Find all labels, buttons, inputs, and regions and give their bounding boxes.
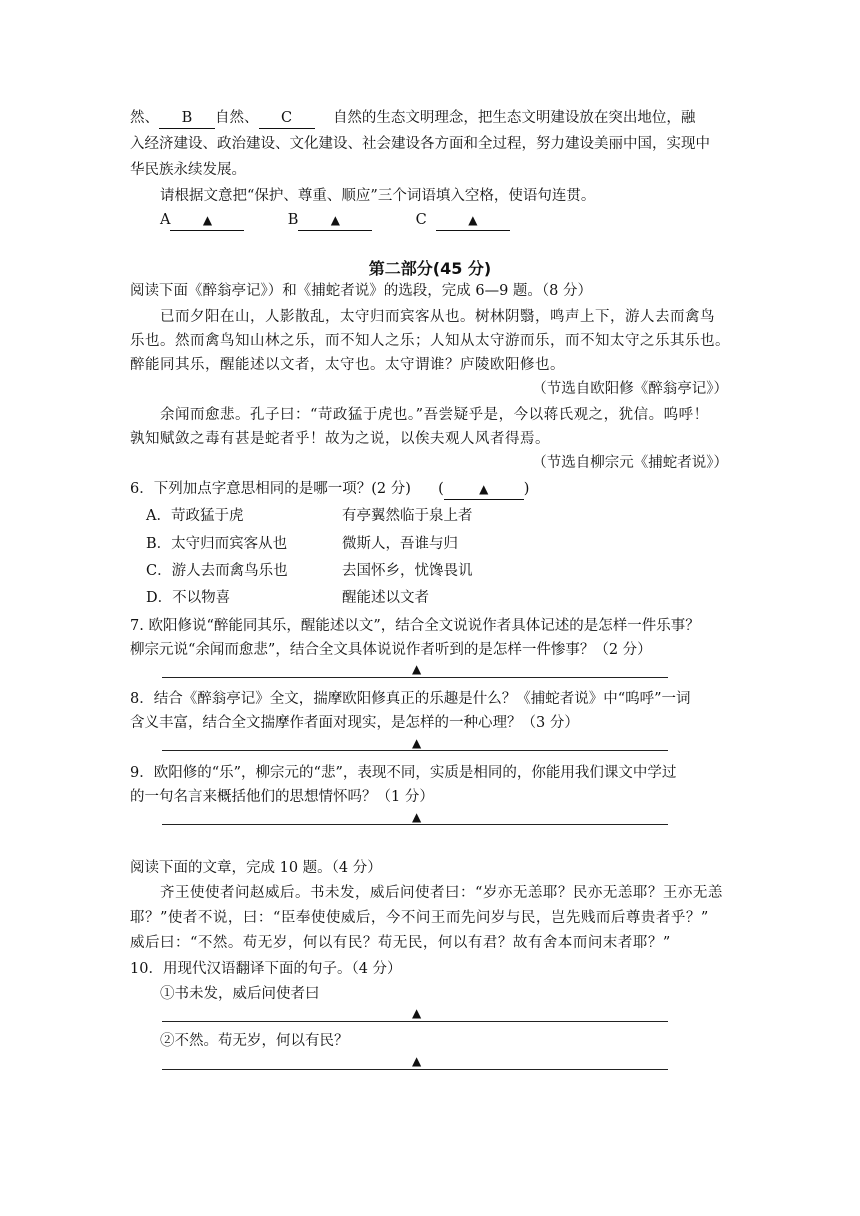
blank-b[interactable]: B [159, 108, 215, 129]
option-d: D．不以物喜 [146, 590, 231, 606]
question-8-answer-mark: ▲ [412, 736, 422, 750]
question-6-stem: 6．下列加点字意思相同的是哪一项？(2 分) [130, 481, 411, 497]
intro-text: 然、 [130, 110, 159, 126]
option-c: C．游人去而禽鸟乐也 [146, 563, 288, 579]
passage1-line: 已而夕阳在山，人影散乱，太守归而宾客从也。树林阴翳，鸣声上下，游人去而禽鸟 [160, 309, 715, 325]
question-9-line-2: 的一句名言来概括他们的思想情怀吗？（1 分） [130, 789, 434, 805]
option-text: A．苛政猛于虎 [146, 508, 244, 524]
intro-line-1 [130, 108, 730, 129]
question-9-answer-mark: ▲ [412, 810, 422, 824]
source-citation: （节选自欧阳修《醉翁亭记》） [532, 381, 728, 397]
question-10-item-1-answer-line[interactable] [162, 1021, 668, 1022]
section-heading: 第二部分(45 分) [368, 259, 492, 278]
question-10-item-1-mark: ▲ [412, 1006, 422, 1020]
paren: ) [523, 481, 530, 497]
answer-blank-c[interactable]: ▲ [436, 210, 510, 231]
option-a-pair: 有亭翼然临于泉上者 [342, 508, 473, 524]
blank-label-a: A [160, 212, 171, 228]
blank-c[interactable]: C [259, 108, 315, 129]
passage3-line: 威后曰：“不然。苟无岁，何以有民？苟无民，何以有君？故有舍本而问末者耶？” [130, 935, 671, 951]
option-b-pair: 微斯人，吾谁与归 [342, 536, 458, 552]
question-10-item-2-answer-line[interactable] [162, 1069, 668, 1070]
passage3-line: 齐王使使者问赵威后。书未发，威后问使者曰：“岁亦无恙耶？民亦无恙耶？王亦无恙 [160, 885, 723, 901]
option-d-pair: 醒能述以文者 [342, 590, 429, 606]
question-8-line-1: 8．结合《醉翁亭记》全文，揣摩欧阳修真正的乐趣是什么？《捕蛇者说》中“呜呼”一词 [130, 691, 691, 707]
option-b: B．太守归而宾客从也 [146, 536, 288, 552]
intro-instruction: 请根据文意把“保护、尊重、顺应”三个词语填入空格，使语句连贯。 [160, 188, 596, 204]
question-10-item-1: ①书未发，威后问使者曰 [160, 986, 320, 1002]
question-7-answer-line[interactable] [162, 677, 668, 678]
question-10-stem: 10．用现代汉语翻译下面的句子。（4 分） [130, 961, 402, 977]
reading2-prompt: 阅读下面的文章，完成 10 题。（4 分） [130, 860, 382, 876]
intro-line-2: 入经济建设、政治建设、文化建设、社会建设各方面和全过程，努力建设美丽中国，实现中 [130, 136, 710, 152]
source-citation: （节选自柳宗元《捕蛇者说》） [532, 455, 728, 471]
passage1-line: 醉能同其乐，醒能述以文者，太守也。太守谓谁？庐陵欧阳修也。 [130, 357, 565, 373]
question-7-answer-mark: ▲ [412, 662, 422, 676]
passage2-line: 余闻而愈悲。孔子曰：“苛政猛于虎也。”吾尝疑乎是，今以蒋氏观之，犹信。呜呼！ [160, 407, 709, 423]
question-8-answer-line[interactable] [162, 750, 668, 751]
blank-label-b: B [287, 212, 299, 228]
question-9-answer-line[interactable] [162, 824, 668, 825]
intro-text: 自然、 [215, 110, 259, 126]
paren: ( [438, 481, 444, 497]
intro-text: 自然的生态文明理念，把生态文明建设放在突出地位，融 [332, 110, 696, 126]
intro-line-3: 华民族永续发展。 [130, 162, 246, 178]
question-10-item-2-mark: ▲ [412, 1054, 422, 1068]
answer-blank-b[interactable]: ▲ [298, 210, 372, 231]
question-7-line-2: 柳宗元说“余闻而愈悲”，结合全文具体说说作者听到的是怎样一件惨事？（2 分） [130, 642, 652, 658]
reading1-prompt: 阅读下面《醉翁亭记》）和《捕蛇者说》的选段，完成 6—9 题。（8 分） [130, 283, 593, 299]
question-8-line-2: 含义丰富，结合全文揣摩作者面对现实，是怎样的一种心理？（3 分） [130, 715, 579, 731]
question-10-item-2: ②不然。苟无岁，何以有民？ [160, 1033, 349, 1049]
blank-label-c: C [415, 212, 427, 228]
passage3-line: 耶？”使者不说，曰：“臣奉使使威后，今不问王而先问岁与民，岂先贱而后尊贵者乎？” [130, 910, 709, 926]
intro-answer-row [160, 210, 760, 231]
option-c-pair: 去国怀乡，忧馋畏讥 [342, 563, 473, 579]
question-9-line-1: 9．欧阳修的“乐”，柳宗元的“悲”，表现不同，实质是相同的，你能用我们课文中学过 [130, 765, 677, 781]
passage1-line: 乐也。然而禽鸟知山林之乐，而不知人之乐；人知从太守游而乐，而不知太守之乐其乐也。 [130, 333, 730, 349]
question-7-line-1: 7. 欧阳修说“醉能同其乐，醒能述以文”，结合全文说说作者具体记述的是怎样一件乐事？ [130, 618, 700, 634]
passage2-line: 孰知赋敛之毒有甚是蛇者乎！故为之说，以俟夫观人风者得焉。 [130, 431, 550, 447]
question-6-answer[interactable]: ▲ [444, 479, 524, 500]
answer-blank-a[interactable]: ▲ [170, 210, 244, 231]
question-6 [130, 479, 730, 500]
